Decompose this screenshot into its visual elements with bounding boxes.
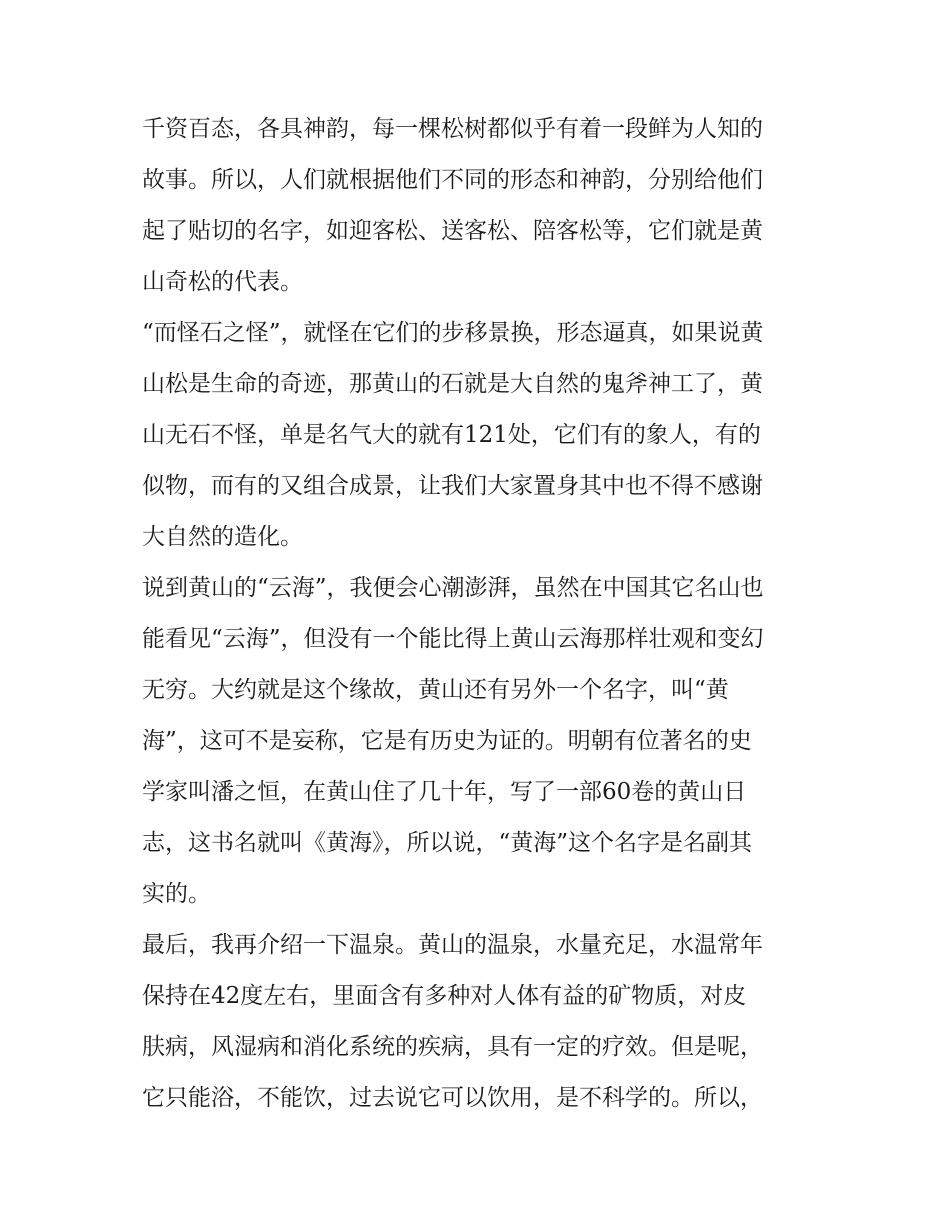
text-line: 山松是生命的奇迹，那黄山的石就是大自然的鬼斧神工了，黄 xyxy=(142,371,763,397)
text-line: 实的。 xyxy=(142,881,211,907)
text-line: 无穷。大约就是这个缘故，黄山还有另外一个名字，叫“黄 xyxy=(142,677,729,703)
text-line: 它只能浴，不能饮，过去说它可以饮用，是不科学的。所以， xyxy=(142,1085,763,1111)
text-line: 志，这书名就叫《黄海》，所以说，“黄海”这个名字是名副其 xyxy=(142,830,753,856)
text-line: 能看见“云海”，但没有一个能比得上黄山云海那样壮观和变幻 xyxy=(142,626,764,652)
text-line: 千资百态，各具神韵，每一棵松树都似乎有着一段鲜为人知的 xyxy=(142,116,763,142)
text-line: 海”，这可不是妄称，它是有历史为证的。明朝有位著名的史 xyxy=(142,728,752,754)
text-line: 故事。所以，人们就根据他们不同的形态和神韵，分别给他们 xyxy=(142,167,763,193)
text-line: “而怪石之怪”，就怪在它们的步移景换，形态逼真，如果说黄 xyxy=(142,320,764,346)
document-body-text xyxy=(142,104,822,1124)
text-line: 大自然的造化。 xyxy=(142,524,303,550)
text-line: 山奇松的代表。 xyxy=(142,269,303,295)
text-line: 学家叫潘之恒，在黄山住了几十年，写了一部60卷的黄山日 xyxy=(142,779,747,805)
text-line: 说到黄山的“云海”，我便会心潮澎湃，虽然在中国其它名山也 xyxy=(142,575,764,601)
text-line: 肤病，风湿病和消化系统的疾病，具有一定的疗效。但是呢， xyxy=(142,1034,763,1060)
text-line: 最后，我再介绍一下温泉。黄山的温泉，水量充足，水温常年 xyxy=(142,932,763,958)
text-line: 山无石不怪，单是名气大的就有121处，它们有的象人，有的 xyxy=(142,422,761,448)
text-line: 保持在42度左右，里面含有多种对人体有益的矿物质，对皮 xyxy=(142,983,747,1009)
text-line: 起了贴切的名字，如迎客松、送客松、陪客松等，它们就是黄 xyxy=(142,218,763,244)
text-line: 似物，而有的又组合成景，让我们大家置身其中也不得不感谢 xyxy=(142,473,763,499)
